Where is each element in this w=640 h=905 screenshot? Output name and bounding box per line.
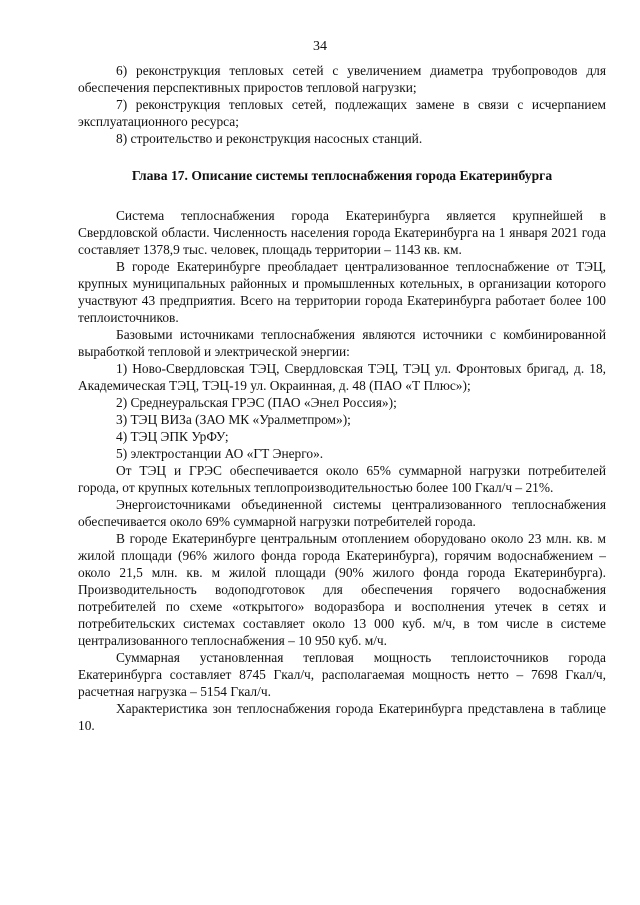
paragraph-combined-system: Энергоисточниками объединенной системы централизованного теплоснабжения обеспечивается около 69% суммарной нагрузки потребителей города. bbox=[78, 497, 606, 529]
list-item-7: 7) реконструкция тепловых сетей, подлежащих замене в связи с исчерпанием эксплуатационного ресурса; bbox=[78, 97, 606, 129]
source-item-2: 2) Среднеуральская ГРЭС (ПАО «Энел Россия»); bbox=[116, 395, 397, 410]
paragraph-system-overview: Система теплоснабжения города Екатеринбурга является крупнейшей в Свердловской области. Численность населения города Екатеринбурга на 1 января 2021 года составляет 1378,9 тыс. человек, площадь территории – 1143 кв. км. bbox=[78, 208, 606, 257]
paragraph-load-share: От ТЭЦ и ГРЭС обеспечивается около 65% суммарной нагрузки потребителей города, от крупных котельных теплопроизводительностью более 100 Гкал/ч – 21%. bbox=[78, 463, 606, 495]
source-item-4: 4) ТЭЦ ЭПК УрФУ; bbox=[116, 429, 229, 444]
list-item-8: 8) строительство и реконструкция насосных станций. bbox=[116, 131, 423, 146]
source-item-3: 3) ТЭЦ ВИЗа (ЗАО МК «Уралметпром»); bbox=[116, 412, 351, 427]
paragraph-table-reference: Характеристика зон теплоснабжения города Екатеринбурга представлена в таблице 10. bbox=[78, 701, 606, 733]
paragraph-heating-coverage: В городе Екатеринбурге центральным отоплением оборудовано около 23 млн. кв. м жилой площади (96% жилого фонда города Екатеринбурга), горячим водоснабжением – около 21,5 млн. кв. м жилой площади (90% жилого фонда города Екатеринбурга). Производительность водоподготовок для обеспечения горячего водоснабжения потребителей по схеме «открытого» водоразбора и восполнения утечек в сетях и потребительских системах составляет около 13 000 куб. м/ч, в том числе в системе централизованного теплоснабжения – 10 950 куб. м/ч. bbox=[78, 531, 606, 648]
chapter-title: Глава 17. Описание системы теплоснабжения города Екатеринбурга bbox=[131, 168, 553, 183]
paragraph-centralized-supply: В городе Екатеринбурге преобладает централизованное теплоснабжение от ТЭЦ, крупных муниципальных районных и промышленных котельных, в организации которого участвуют 43 предприятия. Всего на территории города Екатеринбурга работает более 100 теплоисточников. bbox=[78, 259, 606, 325]
page-content bbox=[78, 62, 606, 734]
source-item-5: 5) электростанции АО «ГТ Энерго». bbox=[116, 446, 324, 461]
paragraph-installed-capacity: Суммарная установленная тепловая мощность теплоисточников города Екатеринбурга составляет 8745 Гкал/ч, располагаемая мощность нетто – 7698 Гкал/ч, расчетная нагрузка – 5154 Гкал/ч. bbox=[78, 650, 606, 699]
list-item-6: 6) реконструкция тепловых сетей с увеличением диаметра трубопроводов для обеспечения перспективных приростов тепловой нагрузки; bbox=[78, 63, 606, 95]
source-item-1: 1) Ново-Свердловская ТЭЦ, Свердловская ТЭЦ, ТЭЦ ул. Фронтовых бригад, д. 18, Академическая ТЭЦ, ТЭЦ-19 ул. Окраинная, д. 48 (ПАО «Т Плюс»); bbox=[78, 361, 606, 393]
page-number: 34 bbox=[313, 39, 327, 54]
paragraph-base-sources: Базовыми источниками теплоснабжения являются источники с комбинированной выработкой тепловой и электрической энергии: bbox=[78, 327, 606, 359]
